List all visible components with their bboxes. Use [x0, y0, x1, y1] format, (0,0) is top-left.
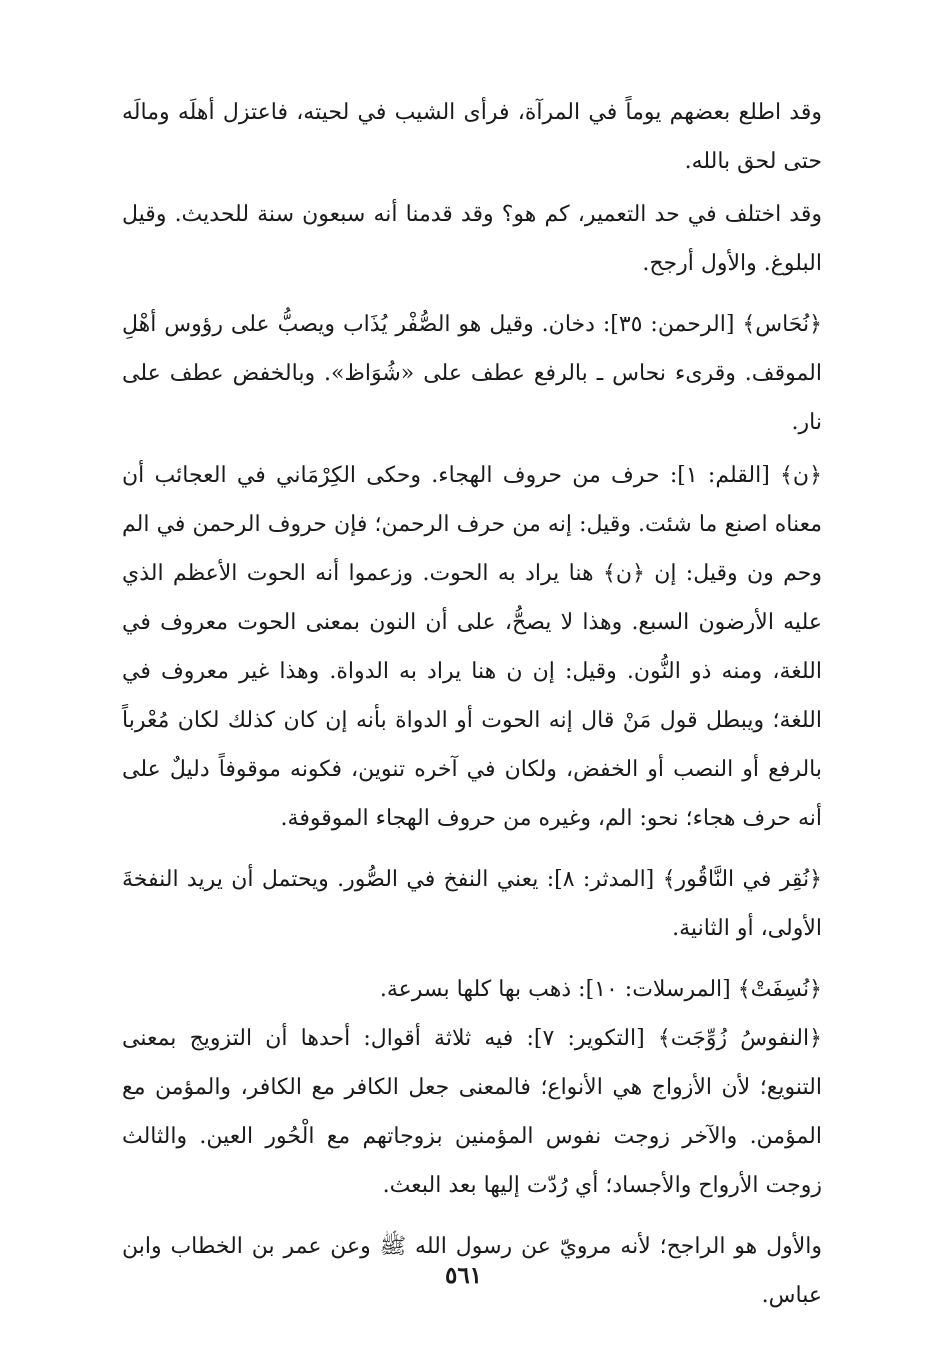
- paragraph-nuhas: ﴿نُحَاس﴾ [الرحمن: ٣٥]: دخان. وقيل هو الصُّفْر يُذَاب ويصبُّ على رؤوس أهْلِ الموقف. وقرىء نحاس ـ بالرفع عطف على «شُوَاظ». وبالخفض عطف على نار.: [122, 312, 822, 435]
- paragraph-lifespan-limit: وقد اختلف في حد التعمير، كم هو؟ وقد قدمنا أنه سبعون سنة للحديث. وقيل البلوغ. والأول أرجح.: [122, 202, 822, 276]
- paragraph-old-age: وقد اطلع بعضهم يوماً في المرآة، فرأى الشيب في لحيته، فاعتزل أهلَه ومالَه حتى لحق بالله.: [122, 100, 822, 174]
- page-body: [122, 88, 822, 1320]
- paragraph-naqur: ﴿نُقِر في النَّاقُور﴾ [المدثر: ٨]: يعني النفخ في الصُّور. ويحتمل أن يريد النفخةَ الأولى، أو الثانية.: [122, 867, 822, 941]
- paragraph-nufus-zuwwijat: ﴿النفوسُ زُوِّجَت﴾ [التكوير: ٧]: فيه ثلاثة أقوال: أحدها أن التزويج بمعنى التنويع؛ لأن الأزواج هي الأنواع؛ فالمعنى جعل الكافر مع الكافر، والمؤمن مع المؤمن. والآخر زوجت نفوس المؤمنين بزوجاتهم مع الْحُور العين. والثالث زوجت الأرواح والأجساد؛ أي رُدّت إليها بعد البعث.: [122, 1026, 823, 1198]
- paragraph-nusifat: ﴿نُسِفَتْ﴾ [المرسلات: ١٠]: ذهب بها كلها بسرعة.: [379, 977, 822, 1002]
- page-number: ٥٦١: [444, 1262, 483, 1289]
- paragraph-preferred-view: والأول هو الراجح؛ لأنه مرويّ عن رسول الله ﷺ وعن عمر بن الخطاب وابن عباس.: [122, 1234, 822, 1308]
- paragraph-nun: ﴿ن﴾ [القلم: ١]: حرف من حروف الهجاء. وحكى الكِرْمَاني في العجائب أن معناه اصنع ما شئت. وقيل: إنه من حرف الرحمن؛ فإن حروف الرحمن في الم وحم ون وقيل: إن ﴿ن﴾ هنا يراد به الحوت. وزعموا أنه الحوت الأعظم الذي عليه الأرضون السبع. وهذا لا يصحُّ، على أن النون بمعنى الحوت معروف في اللغة، ومنه ذو النُّون. وقيل: إن ن هنا يراد به الدواة. وهذا غير معروف في اللغة؛ ويبطل قول مَنْ قال إنه الحوت أو الدواة بأنه إن كان كذلك لكان مُعْرباً بالرفع أو النصب أو الخفض، ولكان في آخره تنوين، فكونه موقوفاً دليلٌ على أنه حرف هجاء؛ نحو: الم، وغيره من حروف الهجاء الموقوفة.: [122, 463, 822, 831]
